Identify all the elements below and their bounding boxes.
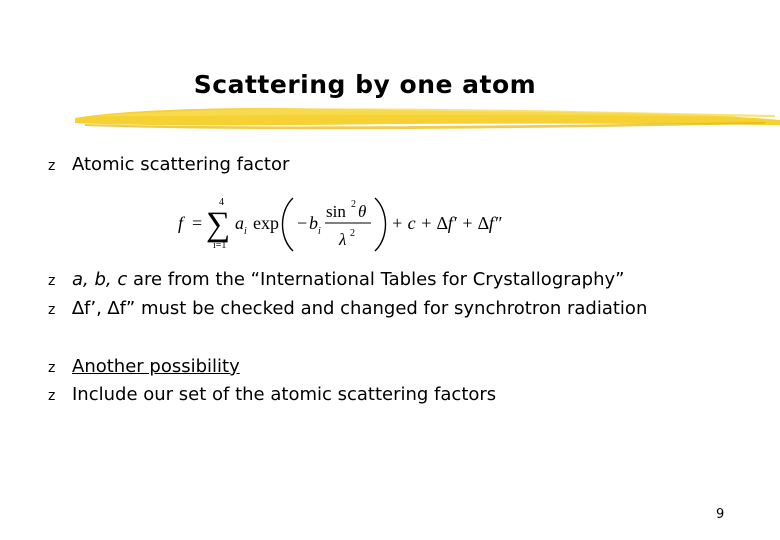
page-number: 9 [716, 507, 725, 522]
svg-text:−: − [297, 213, 308, 233]
svg-text:θ: θ [358, 202, 367, 221]
z-bullet-icon: z [48, 360, 56, 376]
bullet-include-factors [48, 384, 496, 407]
svg-text:+ c + ∆f′ + ∆f″: + c + ∆f′ + ∆f″ [391, 213, 502, 233]
svg-text:4: 4 [219, 197, 224, 208]
coefficients-italic: a, b, c [72, 269, 128, 290]
bullet-atomic-scattering-factor [48, 154, 289, 177]
bullet-coefficients-source [48, 269, 625, 292]
bullet-text: are from the “International Tables for Crystallography” [127, 269, 625, 290]
atomic-scattering-formula [175, 193, 515, 255]
svg-text:f: f [178, 213, 184, 233]
title-underline [75, 102, 780, 134]
z-bullet-icon: z [48, 273, 56, 289]
bullet-text: Include our set of the atomic scattering factors [72, 384, 497, 405]
svg-text:b: b [309, 213, 318, 233]
bullet-text: ∆f’, ∆f” must be checked and changed for synchrotron radiation [72, 298, 648, 319]
svg-text:i: i [318, 226, 321, 237]
svg-text:exp: exp [253, 213, 279, 233]
svg-text:2: 2 [351, 199, 356, 210]
svg-text:a: a [235, 213, 244, 233]
another-possibility-link[interactable]: Another possibility [72, 356, 240, 377]
bullet-text: Atomic scattering factor [72, 154, 290, 175]
bullet-another-possibility [48, 356, 240, 379]
slide-title: Scattering by one atom [193, 70, 537, 99]
svg-text:sin: sin [326, 202, 346, 221]
svg-text:=: = [192, 213, 203, 233]
svg-text:i=1: i=1 [213, 240, 227, 251]
z-bullet-icon: z [48, 158, 56, 174]
z-bullet-icon: z [48, 388, 56, 404]
z-bullet-icon: z [48, 302, 56, 318]
svg-text:2: 2 [350, 228, 355, 239]
svg-text:i: i [244, 226, 247, 237]
svg-text:λ: λ [339, 230, 347, 249]
bullet-anomalous-correction [48, 298, 647, 321]
svg-text:∑: ∑ [206, 206, 231, 243]
